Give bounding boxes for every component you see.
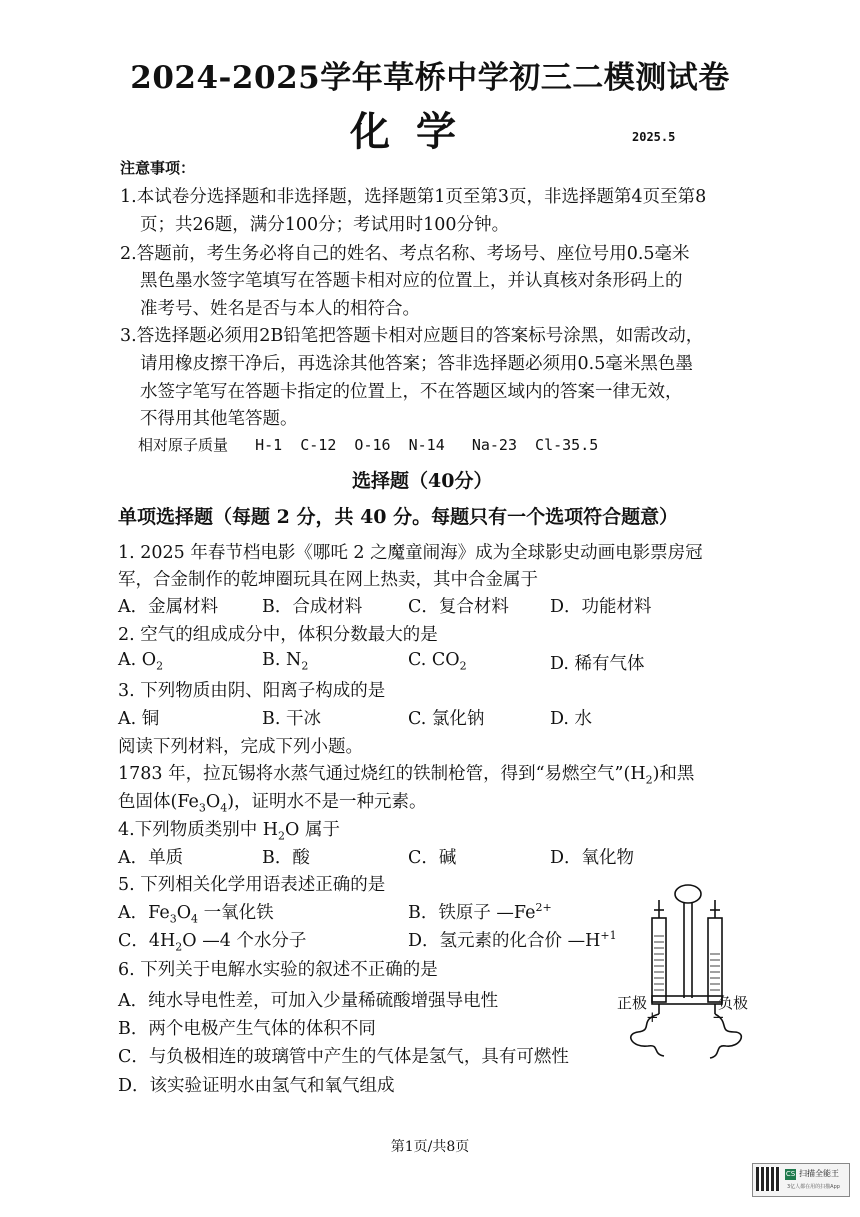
q2-option-c: C. $CO_2$ (408, 650, 467, 673)
q1-option-d: D．功能材料 (550, 597, 652, 617)
q6-option-a: A．纯水导电性差，可加入少量稀硫酸增强导电性 (118, 991, 499, 1011)
q2-stem: 2. 空气的组成成分中，体积分数最大的是 (118, 625, 438, 645)
section-title: 选择题（40分） (352, 470, 493, 492)
q1-stem-line1: 1. 2025 年春节档电影《哪吒 2 之魔童闹海》成为全球影史动画电影票房冠 (118, 543, 703, 563)
qr-code-icon (756, 1167, 780, 1191)
q6-stem: 6. 下列关于电解水实验的叙述不正确的是 (118, 960, 438, 980)
q6-option-d: D．该实验证明水由氢气和氧气组成 (118, 1076, 395, 1096)
notice-line: 水签字笔写在答题卡指定的位置上，不在答题区域内的答案一律无效， (140, 382, 683, 402)
notice-line: 不得用其他笔答题。 (140, 409, 298, 429)
scanner-tagline: 3亿人都在用的扫描App (787, 1184, 840, 1190)
q6-option-c: C．与负极相连的玻璃管中产生的气体是氢气，具有可燃性 (118, 1047, 569, 1067)
section-instruction: 单项选择题（每题 2 分，共 40 分。每题只有一个选项符合题意） (118, 506, 679, 528)
subject-title: 化学 (350, 108, 482, 155)
notice-line: 准考号、姓名是否与本人的相符合。 (140, 299, 420, 319)
q3-option-c: C. 氯化钠 (408, 709, 485, 729)
q5-option-b: B．铁原子 $—Fe^{2+}$ (408, 901, 552, 923)
q2-option-a: A. $O_2$ (118, 650, 164, 673)
q4-option-c: C．碱 (408, 848, 457, 868)
q4-option-b: B．酸 (262, 848, 310, 868)
q1-option-a: A．金属材料 (118, 597, 219, 617)
q5-option-d: D．氢元素的化合价 $—H^{+1}$ (408, 929, 617, 951)
q1-stem-line2: 军，合金制作的乾坤圈玩具在网上热卖，其中合金属于 (118, 570, 538, 590)
plus-sign: + (646, 1008, 659, 1026)
notice-line: 3.答选择题必须用2B铅笔把答题卡相对应题目的答案标号涂黑，如需改动， (120, 326, 704, 346)
q4-option-a: A．单质 (118, 848, 184, 868)
scanner-watermark (752, 1163, 850, 1197)
reading-paragraph-line2: 色固体$(Fe_3O_4)$，证明水不是一种元素。 (118, 792, 427, 815)
q5-stem: 5. 下列相关化学用语表述正确的是 (118, 875, 386, 895)
positive-electrode-label: 正极 (617, 994, 648, 1012)
q2-option-b: B. $N_2$ (262, 650, 309, 673)
notice-line: 2.答题前，考生务必将自己的姓名、考点名称、考场号、座位号用0.5毫米 (120, 244, 690, 264)
q1-option-b: B．合成材料 (262, 597, 363, 617)
q3-option-a: A. 铜 (118, 709, 160, 729)
q5-option-a: A．$Fe_3O_4$ 一氧化铁 (118, 903, 274, 926)
q3-stem: 3. 下列物质由阴、阳离子构成的是 (118, 681, 386, 701)
negative-electrode-label: 负极 (718, 994, 749, 1012)
scanner-app-name: 扫描全能王 (799, 1169, 839, 1178)
q4-option-d: D．氧化物 (550, 848, 635, 868)
q6-option-b: B．两个电极产生气体的体积不同 (118, 1019, 376, 1039)
q3-option-d: D. 水 (550, 709, 593, 729)
scanner-logo-icon: CS (785, 1170, 796, 1178)
q4-stem: 4.下列物质类别中 $H_2O$ 属于 (118, 820, 340, 843)
exam-date: 2025.5 (632, 130, 676, 144)
q2-option-d: D. 稀有气体 (550, 654, 645, 674)
notice-line: 页；共26题，满分100分；考试用时100分钟。 (140, 215, 510, 235)
electrolysis-apparatus-diagram (608, 880, 783, 1065)
electrolysis-apparatus-drawing (608, 880, 783, 1065)
notice-line: 请用橡皮擦干净后，再选涂其他答案；答非选择题必须用0.5毫米黑色墨 (140, 354, 693, 374)
minus-sign: − (712, 1008, 725, 1026)
notice-line: 黑色墨水签字笔填写在答题卡相对应的位置上，并认真核对条形码上的 (140, 271, 683, 291)
q5-option-c: C．$4H_2O$ —4 个水分子 (118, 931, 307, 954)
page-number: 第1页/共8页 (390, 1139, 470, 1155)
atomic-mass-line: 相对原子质量 H-1 C-12 O-16 N-14 Na-23 Cl-35.5 (138, 436, 599, 454)
notice-heading: 注意事项： (120, 159, 196, 177)
reading-paragraph-line1: 1783 年，拉瓦锡将水蒸气通过烧红的铁制枪管，得到“易燃空气$”(H_2)$和黑 (118, 764, 695, 787)
q3-option-b: B. 干冰 (262, 709, 321, 729)
exam-title: 2024-2025学年草桥中学初三二模测试卷 (130, 60, 730, 96)
notice-line: 1.本试卷分选择题和非选择题，选择题第1页至第3页，非选择题第4页至第8 (120, 187, 707, 207)
reading-intro: 阅读下列材料，完成下列小题。 (118, 737, 363, 757)
q1-option-c: C．复合材料 (408, 597, 509, 617)
